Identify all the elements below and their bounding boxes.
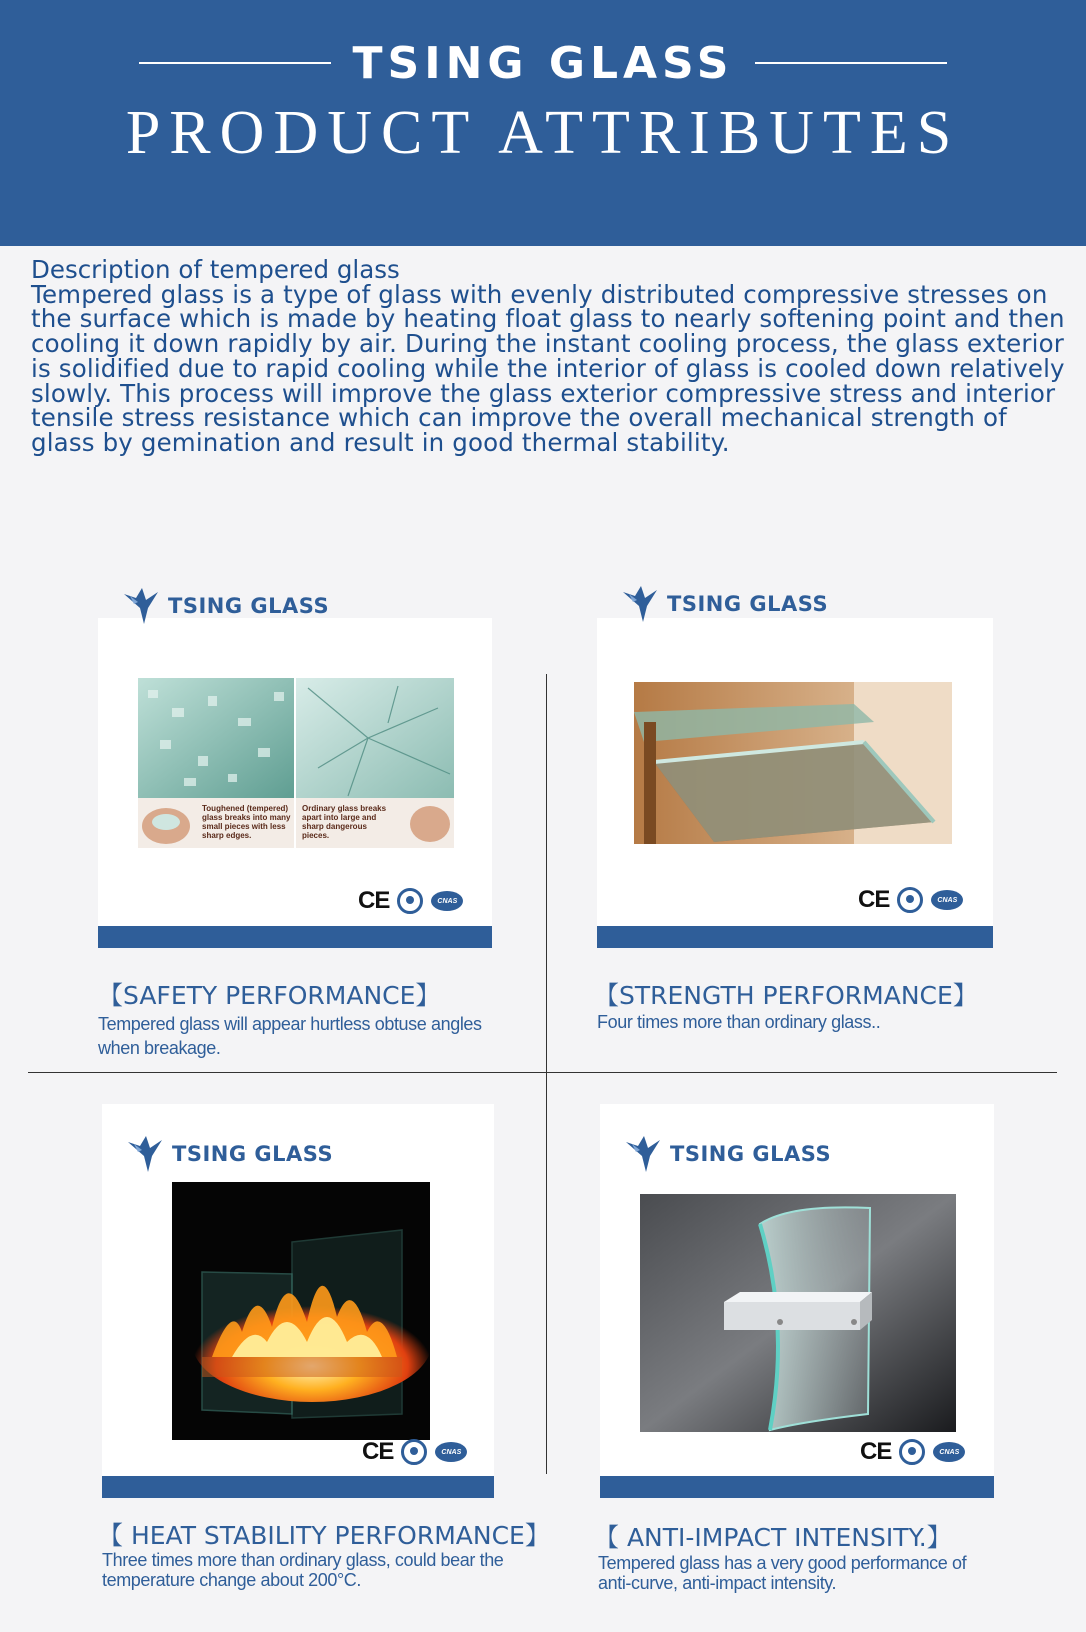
description-block [31, 255, 1071, 457]
grid-divider-horizontal [28, 1072, 1057, 1073]
safety-card-bar [98, 926, 492, 948]
brand-title: TSING GLASS [352, 37, 734, 89]
cnas-logo: CNAS [435, 1442, 467, 1462]
tsing-logo [126, 1134, 333, 1174]
ce-mark: CE [860, 1438, 892, 1465]
brand-rule-left [139, 62, 331, 64]
ce-mark: CE [358, 887, 390, 914]
tsing-logo [624, 1134, 831, 1174]
ordinary-label: Ordinary glass breaks apart into large and sharp dangerous pieces. [302, 804, 387, 840]
description-heading: Description of tempered glass [31, 255, 400, 284]
page-title: PRODUCT ATTRIBUTES [125, 99, 961, 167]
ce-mark: CE [858, 886, 890, 913]
ce-mark: CE [362, 1438, 394, 1465]
cnas-logo: CNAS [431, 891, 463, 911]
shattered-glass-photo [138, 678, 454, 848]
heat-text: Three times more than ordinary glass, could bear the temperature change about 200°C. [102, 1550, 504, 1590]
certification-marks [858, 886, 963, 914]
curved-glass-photo [640, 1194, 956, 1432]
tsing-logo [122, 586, 329, 626]
bird-logo-icon [621, 584, 661, 624]
logo-text: TSING GLASS [670, 1142, 832, 1166]
anti-impact-title: 【 ANTI-IMPACT INTENSITY.】 [594, 1523, 952, 1552]
grid-divider-vertical [546, 674, 547, 1474]
safety-title: 【SAFETY PERFORMANCE】 [98, 981, 441, 1010]
heat-title: 【 HEAT STABILITY PERFORMANCE】 [98, 1521, 550, 1550]
heat-card-bar [102, 1476, 494, 1498]
quality-seal-icon [401, 1439, 427, 1465]
bird-logo-icon [126, 1134, 166, 1174]
fire-glass-photo [172, 1182, 430, 1440]
logo-text: TSING GLASS [172, 1142, 334, 1166]
strength-title: 【STRENGTH PERFORMANCE】 [594, 981, 978, 1010]
anti-impact-text: Tempered glass has a very good performance of anti-curve, anti-impact intensity. [598, 1553, 967, 1593]
cnas-logo: CNAS [931, 890, 963, 910]
header-banner [0, 0, 1086, 246]
tsing-logo [621, 584, 828, 624]
strength-text: Four times more than ordinary glass.. [597, 1012, 881, 1032]
logo-text: TSING GLASS [168, 594, 330, 618]
glass-stair-photo [634, 682, 952, 844]
brand-row [0, 36, 1086, 90]
safety-text: Tempered glass will appear hurtless obtuse angles when breakage. [98, 1014, 482, 1058]
cnas-logo: CNAS [933, 1442, 965, 1462]
quality-seal-icon [897, 887, 923, 913]
certification-marks [358, 887, 463, 915]
quality-seal-icon [899, 1439, 925, 1465]
anti-impact-card-bar [600, 1476, 994, 1498]
quality-seal-icon [397, 888, 423, 914]
logo-text: TSING GLASS [667, 592, 829, 616]
tempered-label: Toughened (tempered) glass breaks into many small pieces with less sharp edges. [202, 804, 291, 840]
bird-logo-icon [624, 1134, 664, 1174]
certification-marks [860, 1438, 965, 1466]
brand-rule-right [755, 62, 947, 64]
bird-logo-icon [122, 586, 162, 626]
certification-marks [362, 1438, 467, 1466]
description-body: Tempered glass is a type of glass with evenly distributed compressive stresses on the surface which is made by heating float glass to nearly softening point and then cooling it down rapidly by air. During the instant cooling process, the glass exterior is solidified due to rapid cooling while the interior of glass is cooled down relatively slowly. This process will improve the glass exterior compressive stress and interior tensile stress resistance which can improve the overall mechanical strength of glass by gemination and result in good thermal stability. [31, 279, 1065, 457]
strength-card-bar [597, 926, 993, 948]
